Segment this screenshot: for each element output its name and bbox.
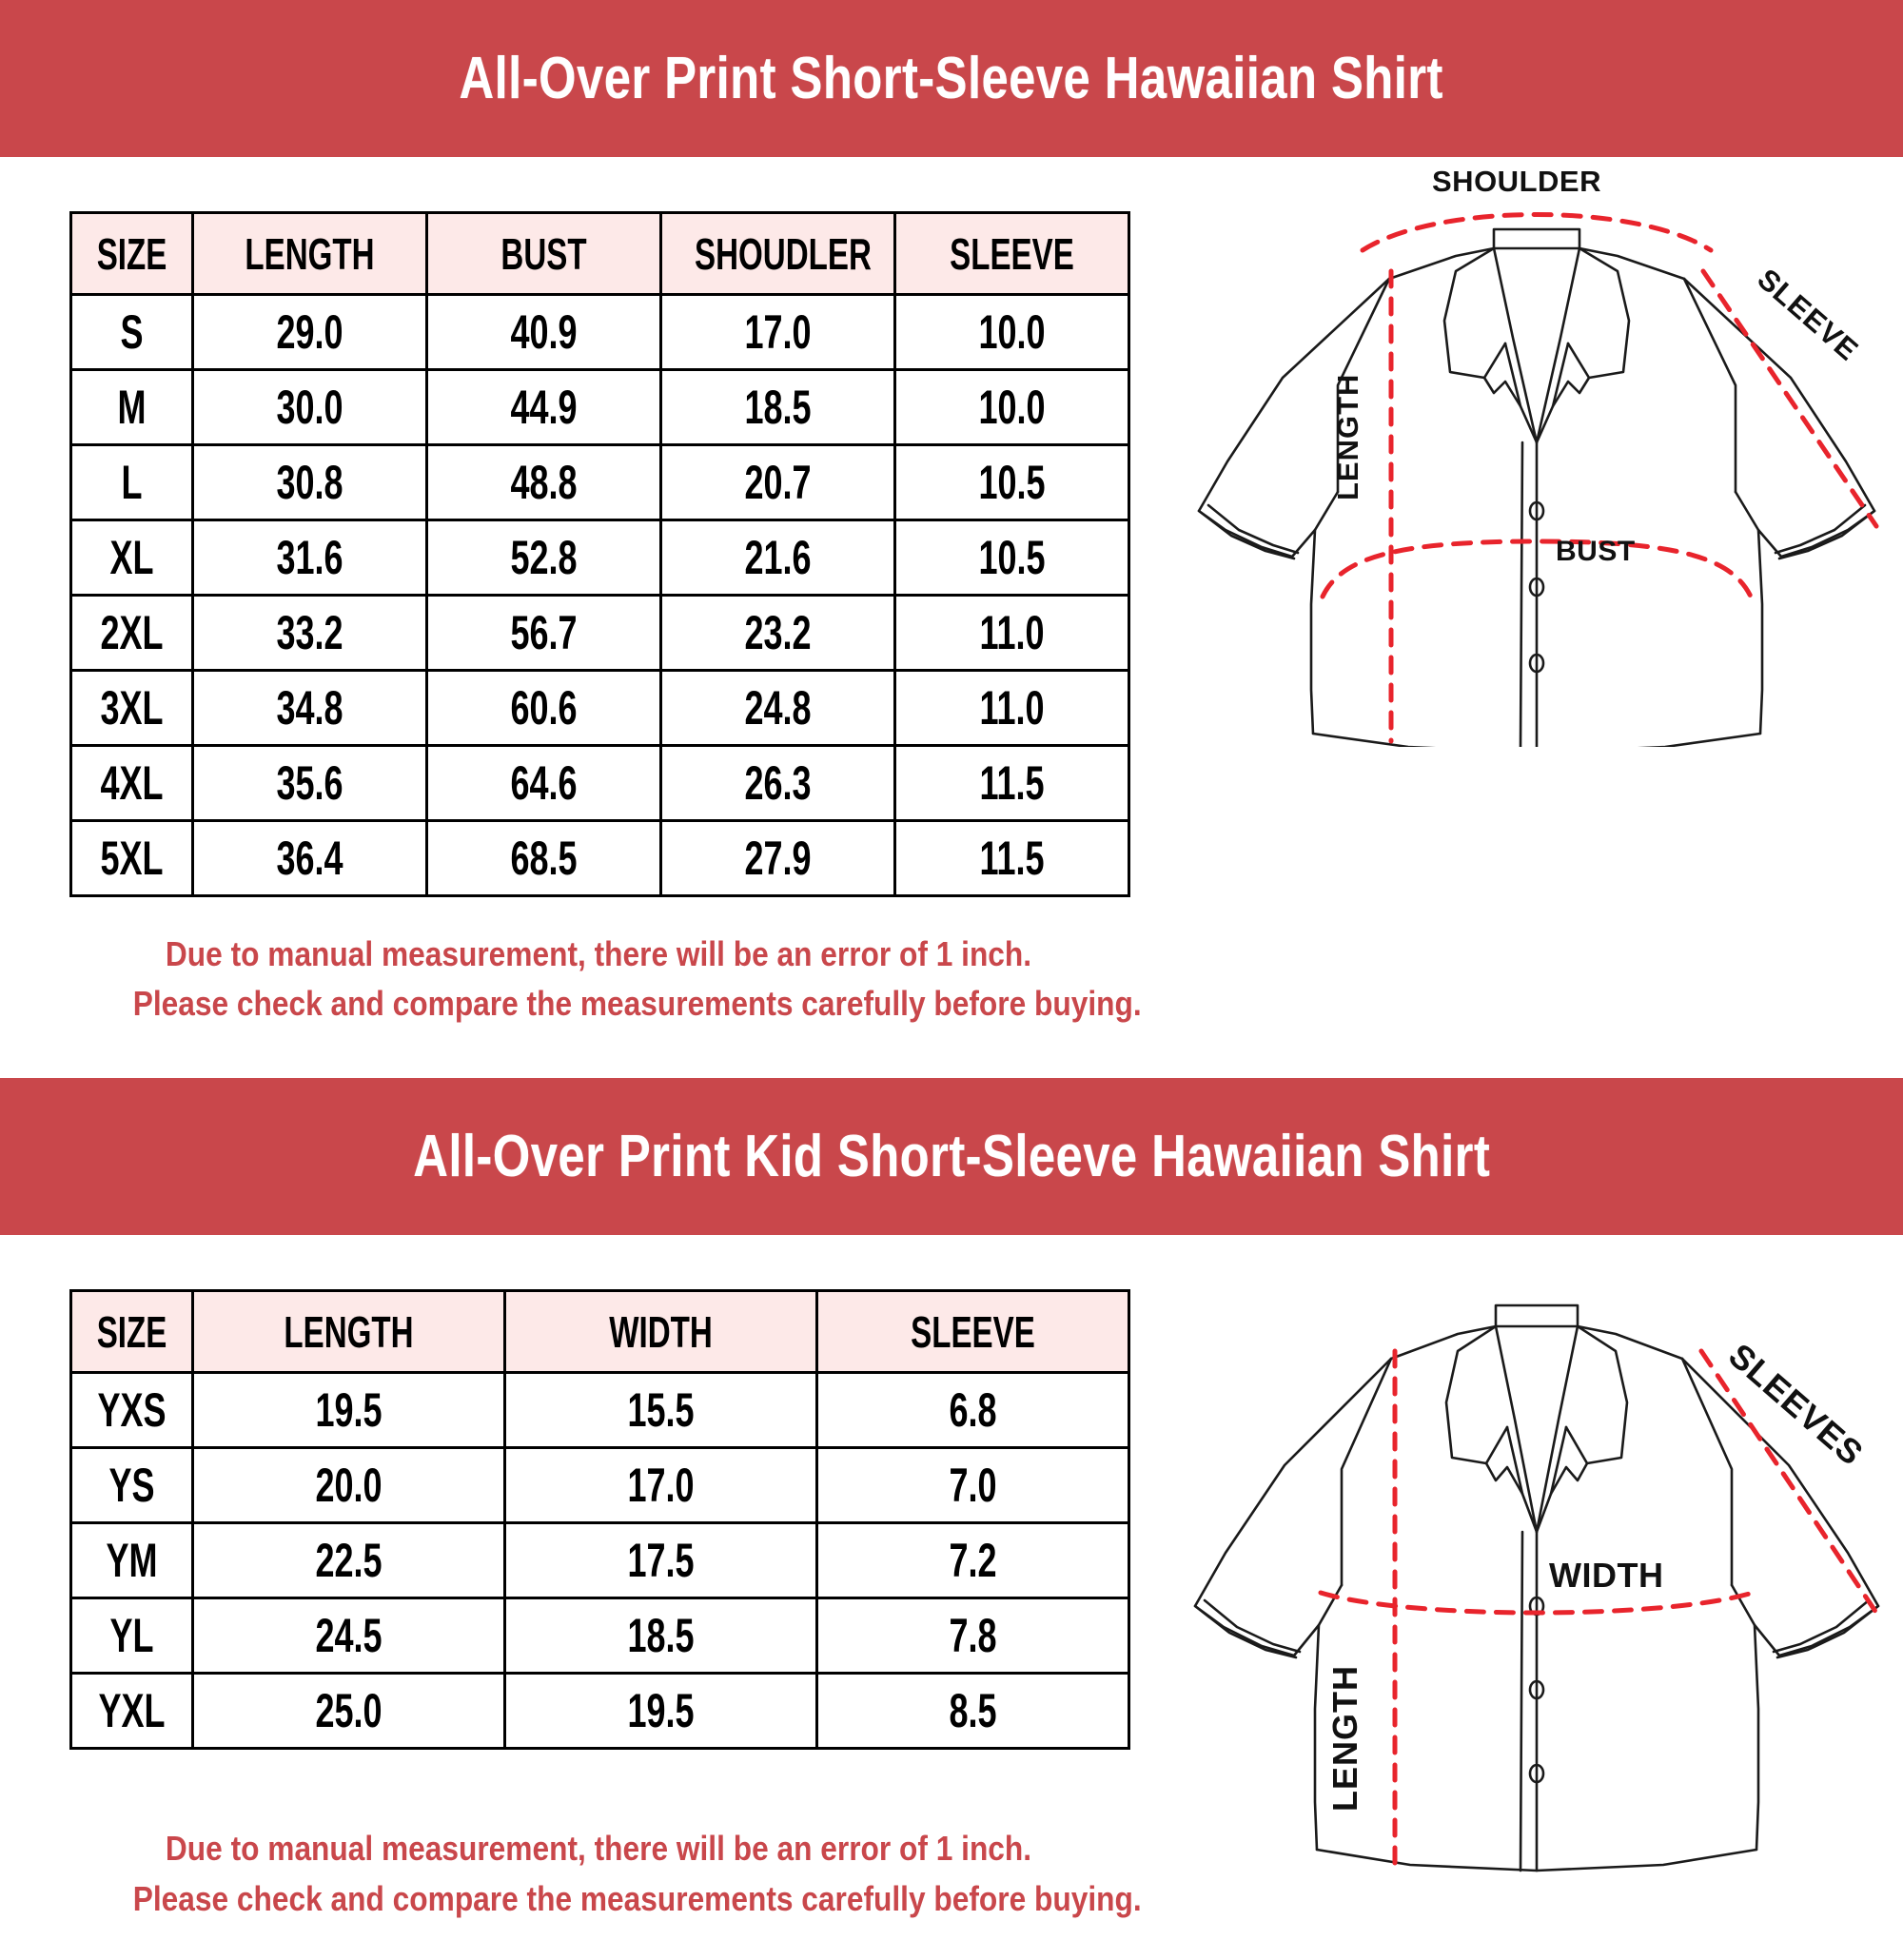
cell-length: 25.0 [193, 1674, 505, 1749]
cell-length: 31.6 [193, 520, 427, 596]
table-row [71, 821, 1129, 896]
cell-size: YXS [71, 1373, 193, 1448]
cell-size: YL [71, 1598, 193, 1674]
kid-size-section [0, 1078, 1903, 1959]
table-row [71, 295, 1129, 370]
cell-size: 4XL [71, 746, 193, 821]
cell-size: YS [71, 1448, 193, 1523]
adult-shirt-diagram [1170, 157, 1903, 747]
cell-length: 35.6 [193, 746, 427, 821]
cell-bust: 40.9 [427, 295, 661, 370]
table-row [71, 1373, 1129, 1448]
table-row [71, 370, 1129, 445]
cell-shoulder: 21.6 [661, 520, 895, 596]
cell-bust: 48.8 [427, 445, 661, 520]
kid-size-table [69, 1289, 1130, 1750]
cell-length: 19.5 [193, 1373, 505, 1448]
table-row [71, 1448, 1129, 1523]
cell-length: 34.8 [193, 671, 427, 746]
disclaimer-line-2: Please check and compare the measurements carefully before buying. [132, 984, 1142, 1024]
cell-sleeve: 6.8 [817, 1373, 1129, 1448]
cell-size: S [71, 295, 193, 370]
cell-sleeve: 11.0 [895, 596, 1129, 671]
cell-length: 20.0 [193, 1448, 505, 1523]
cell-size: 3XL [71, 671, 193, 746]
kid-shirt-illustration [1170, 1225, 1903, 1891]
cell-length: 29.0 [193, 295, 427, 370]
table-row [71, 671, 1129, 746]
table-row [71, 520, 1129, 596]
sleeve-measurement-label: SLEEVE [1751, 262, 1866, 368]
cell-sleeve: 10.5 [895, 520, 1129, 596]
cell-width: 18.5 [505, 1598, 817, 1674]
cell-size: XL [71, 520, 193, 596]
kid-shirt-diagram [1170, 1225, 1903, 1891]
kid-disclaimer [69, 1824, 1142, 1923]
shoulder-measurement-label: SHOULDER [1432, 165, 1601, 198]
cell-length: 24.5 [193, 1598, 505, 1674]
cell-length: 33.2 [193, 596, 427, 671]
cell-bust: 44.9 [427, 370, 661, 445]
bust-measurement-label: BUST [1556, 536, 1636, 567]
column-header-sleeve: SLEEVE [817, 1291, 1129, 1373]
cell-sleeve: 8.5 [817, 1674, 1129, 1749]
cell-size: 5XL [71, 821, 193, 896]
cell-size: L [71, 445, 193, 520]
cell-sleeve: 10.5 [895, 445, 1129, 520]
cell-size: YXL [71, 1674, 193, 1749]
table-row [71, 596, 1129, 671]
length-measurement-label: LENGTH [1331, 373, 1364, 500]
column-header-length: LENGTH [193, 213, 427, 295]
kid-section-title: All-Over Print Kid Short-Sleeve Hawaiian Shirt [413, 1124, 1490, 1190]
cell-bust: 68.5 [427, 821, 661, 896]
table-row [71, 1523, 1129, 1598]
width-measurement-label: WIDTH [1549, 1556, 1664, 1596]
table-row [71, 445, 1129, 520]
cell-length: 30.8 [193, 445, 427, 520]
cell-width: 17.0 [505, 1448, 817, 1523]
cell-shoulder: 23.2 [661, 596, 895, 671]
cell-sleeve: 10.0 [895, 370, 1129, 445]
cell-bust: 56.7 [427, 596, 661, 671]
disclaimer-line-2: Please check and compare the measurements carefully before buying. [132, 1878, 1142, 1918]
column-header-shoulder: SHOUDLER [661, 213, 895, 295]
adult-disclaimer [69, 930, 1142, 1029]
cell-width: 17.5 [505, 1523, 817, 1598]
cell-sleeve: 7.8 [817, 1598, 1129, 1674]
cell-sleeve: 11.5 [895, 821, 1129, 896]
adult-section-title: All-Over Print Short-Sleeve Hawaiian Shirt [459, 46, 1444, 111]
table-row [71, 1674, 1129, 1749]
cell-length: 22.5 [193, 1523, 505, 1598]
table-row [71, 746, 1129, 821]
cell-width: 19.5 [505, 1674, 817, 1749]
cell-bust: 64.6 [427, 746, 661, 821]
kid-section-banner [0, 1078, 1903, 1235]
length-measurement-label: LENGTH [1325, 1665, 1364, 1813]
cell-bust: 60.6 [427, 671, 661, 746]
cell-shoulder: 27.9 [661, 821, 895, 896]
cell-sleeve: 7.2 [817, 1523, 1129, 1598]
adult-section-banner [0, 0, 1903, 157]
cell-size: 2XL [71, 596, 193, 671]
cell-size: M [71, 370, 193, 445]
adult-size-table [69, 211, 1130, 897]
cell-width: 15.5 [505, 1373, 817, 1448]
table-row [71, 1598, 1129, 1674]
cell-sleeve: 11.0 [895, 671, 1129, 746]
cell-length: 36.4 [193, 821, 427, 896]
disclaimer-line-1: Due to manual measurement, there will be an error of 1 inch. [165, 934, 1032, 973]
cell-size: YM [71, 1523, 193, 1598]
cell-shoulder: 17.0 [661, 295, 895, 370]
cell-bust: 52.8 [427, 520, 661, 596]
cell-sleeve: 10.0 [895, 295, 1129, 370]
cell-length: 30.0 [193, 370, 427, 445]
column-header-bust: BUST [427, 213, 661, 295]
cell-sleeve: 7.0 [817, 1448, 1129, 1523]
column-header-length: LENGTH [193, 1291, 505, 1373]
cell-shoulder: 24.8 [661, 671, 895, 746]
cell-shoulder: 18.5 [661, 370, 895, 445]
adult-shirt-illustration [1170, 157, 1903, 747]
column-header-size: SIZE [71, 213, 193, 295]
sleeves-measurement-label: SLEEVES [1721, 1336, 1872, 1474]
column-header-width: WIDTH [505, 1291, 817, 1373]
disclaimer-line-1: Due to manual measurement, there will be an error of 1 inch. [165, 1829, 1032, 1869]
column-header-size: SIZE [71, 1291, 193, 1373]
cell-shoulder: 26.3 [661, 746, 895, 821]
table-header-row [71, 1291, 1129, 1373]
cell-shoulder: 20.7 [661, 445, 895, 520]
table-header-row [71, 213, 1129, 295]
column-header-sleeve: SLEEVE [895, 213, 1129, 295]
cell-sleeve: 11.5 [895, 746, 1129, 821]
